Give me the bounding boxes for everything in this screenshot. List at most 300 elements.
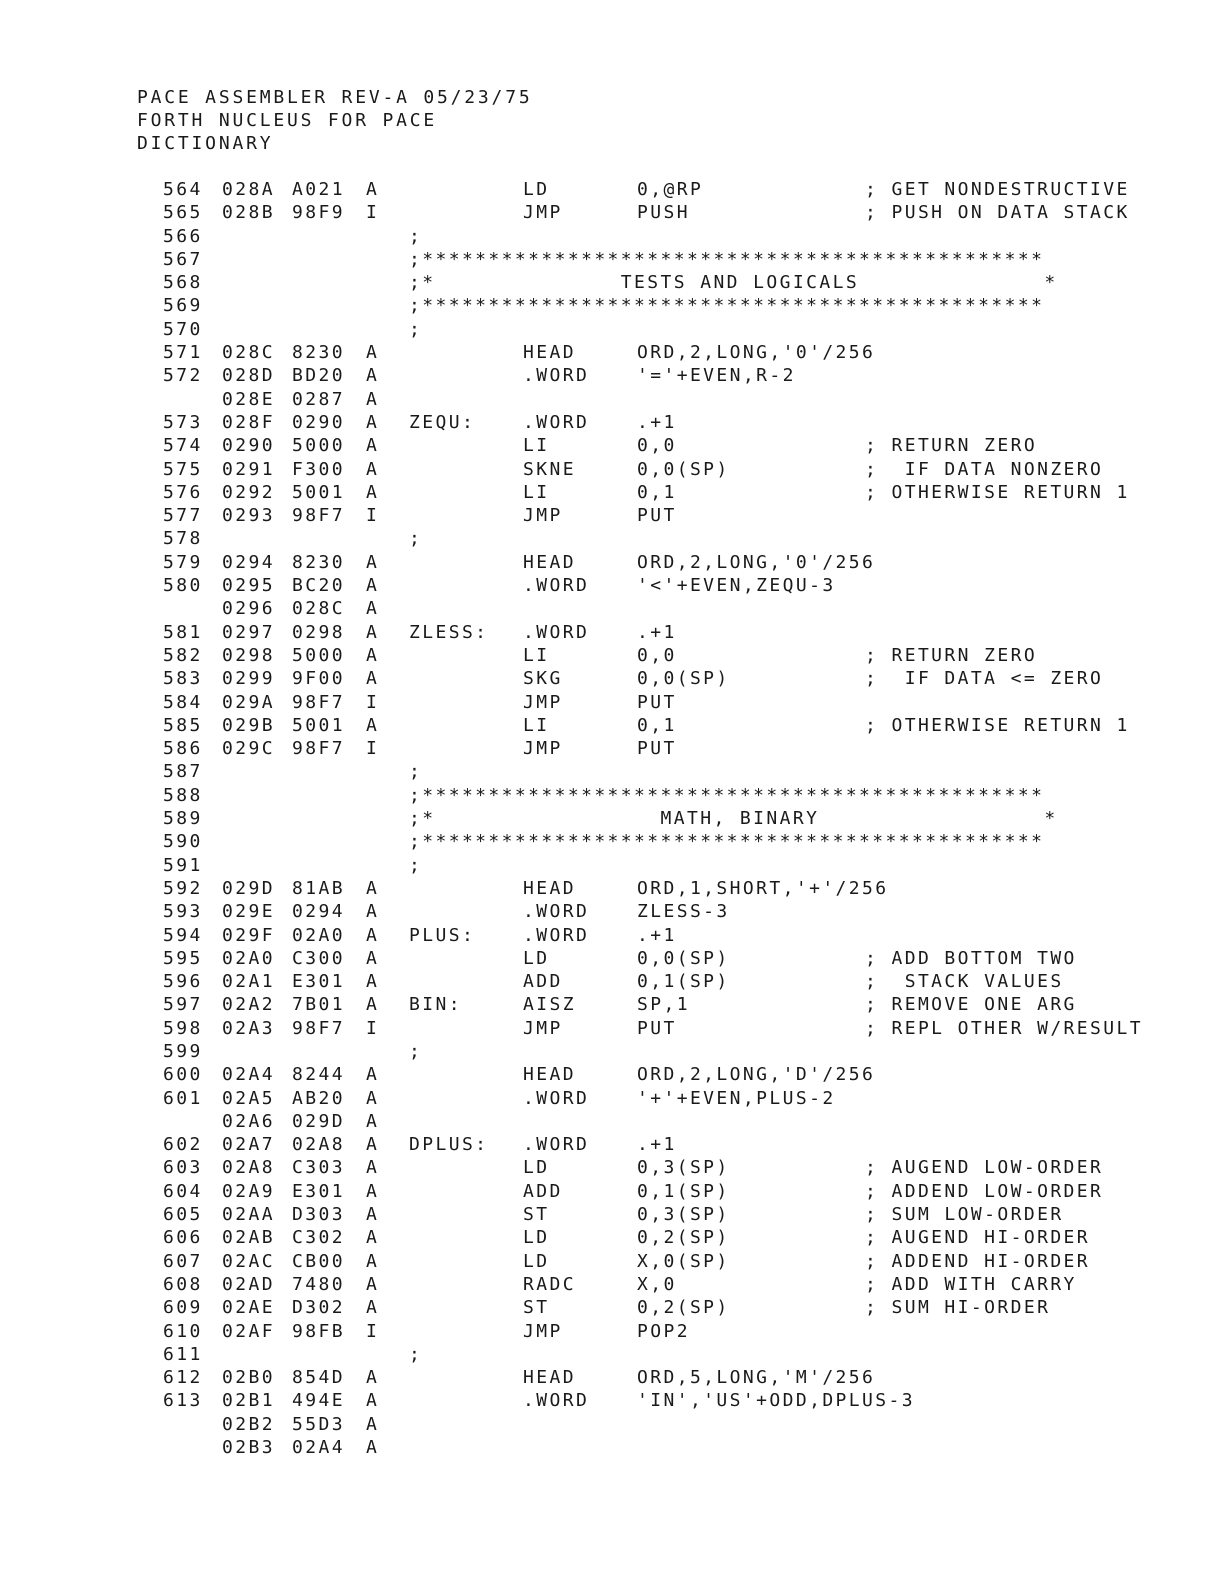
operand: ZLESS-3 <box>637 901 730 923</box>
object-code: CB00 <box>292 1250 345 1272</box>
line-number: 605 <box>163 1204 203 1226</box>
object-code: C303 <box>292 1157 345 1179</box>
operand: .+1 <box>637 411 677 433</box>
line-number: 589 <box>163 808 203 830</box>
operand: PUT <box>637 738 677 760</box>
address: 0299 <box>222 668 275 690</box>
line-number: 566 <box>163 225 203 247</box>
listing-row <box>0 1296 1224 1319</box>
opcode: LD <box>523 1227 550 1249</box>
operand: 0,0(SP) <box>637 668 730 690</box>
comment: ; AUGEND LOW-ORDER <box>865 1157 1104 1179</box>
operand: 0,1(SP) <box>637 1180 730 1202</box>
comment-block: ; <box>409 1040 423 1062</box>
listing-row <box>0 1250 1224 1273</box>
comment-block: ;*********************************************** <box>409 831 1045 853</box>
reloc-flag: A <box>366 1273 380 1295</box>
operand: ORD,1,SHORT,'+'/256 <box>637 877 889 899</box>
opcode: LI <box>523 714 550 736</box>
comment-block: ; <box>409 225 423 247</box>
listing-row <box>0 644 1224 667</box>
object-code: 98F7 <box>292 1017 345 1039</box>
line-number: 590 <box>163 831 203 853</box>
listing-row <box>0 225 1224 248</box>
reloc-flag: A <box>366 365 380 387</box>
line-number: 570 <box>163 318 203 340</box>
listing-row <box>0 1203 1224 1226</box>
line-number: 575 <box>163 458 203 480</box>
opcode: .WORD <box>523 575 590 597</box>
comment-block: ; <box>409 854 423 876</box>
reloc-flag: I <box>366 202 380 224</box>
line-number: 572 <box>163 365 203 387</box>
reloc-flag: A <box>366 1204 380 1226</box>
object-code: E301 <box>292 971 345 993</box>
operand: 0,0(SP) <box>637 947 730 969</box>
listing-row <box>0 784 1224 807</box>
listing-row <box>0 597 1224 620</box>
listing-row <box>0 364 1224 387</box>
object-code: 5001 <box>292 714 345 736</box>
reloc-flag: A <box>366 342 380 364</box>
object-code: F300 <box>292 458 345 480</box>
line-number: 609 <box>163 1297 203 1319</box>
reloc-flag: A <box>366 1227 380 1249</box>
listing-row <box>0 691 1224 714</box>
opcode: .WORD <box>523 1087 590 1109</box>
address: 0298 <box>222 644 275 666</box>
address: 02B1 <box>222 1390 275 1412</box>
operand: 0,2(SP) <box>637 1227 730 1249</box>
listing-row <box>0 1087 1224 1110</box>
opcode: RADC <box>523 1273 576 1295</box>
object-code: 81AB <box>292 877 345 899</box>
object-code: BC20 <box>292 575 345 597</box>
comment: ; ADDEND HI-ORDER <box>865 1250 1091 1272</box>
line-number: 574 <box>163 435 203 457</box>
reloc-flag: A <box>366 575 380 597</box>
address: 028F <box>222 411 275 433</box>
reloc-flag: A <box>366 1437 380 1459</box>
object-code: BD20 <box>292 365 345 387</box>
opcode: ADD <box>523 971 563 993</box>
object-code: AB20 <box>292 1087 345 1109</box>
listing-row <box>0 527 1224 550</box>
listing-row <box>0 481 1224 504</box>
object-code: D303 <box>292 1204 345 1226</box>
listing-row <box>0 1320 1224 1343</box>
opcode: .WORD <box>523 901 590 923</box>
reloc-flag: I <box>366 505 380 527</box>
line-number: 577 <box>163 505 203 527</box>
opcode: ST <box>523 1204 550 1226</box>
reloc-flag: A <box>366 388 380 410</box>
line-number: 568 <box>163 272 203 294</box>
operand: ORD,5,LONG,'M'/256 <box>637 1367 876 1389</box>
line-number: 599 <box>163 1040 203 1062</box>
object-code: 8230 <box>292 342 345 364</box>
operand: POP2 <box>637 1320 690 1342</box>
address: 02B0 <box>222 1367 275 1389</box>
object-code: 8230 <box>292 551 345 573</box>
reloc-flag: A <box>366 714 380 736</box>
listing-row <box>0 458 1224 481</box>
address: 02AB <box>222 1227 275 1249</box>
opcode: .WORD <box>523 1134 590 1156</box>
line-number: 596 <box>163 971 203 993</box>
listing-row <box>0 1040 1224 1063</box>
opcode: JMP <box>523 691 563 713</box>
object-code: 55D3 <box>292 1413 345 1435</box>
comment: ; RETURN ZERO <box>865 644 1038 666</box>
object-code: 7B01 <box>292 994 345 1016</box>
opcode: HEAD <box>523 342 576 364</box>
address: 02AF <box>222 1320 275 1342</box>
listing-row <box>0 900 1224 923</box>
listing-row <box>0 574 1224 597</box>
address: 02A6 <box>222 1110 275 1132</box>
address: 0296 <box>222 598 275 620</box>
listing-row <box>0 1110 1224 1133</box>
address: 02A1 <box>222 971 275 993</box>
line-number: 592 <box>163 877 203 899</box>
line-number: 571 <box>163 342 203 364</box>
opcode: .WORD <box>523 621 590 643</box>
source-label: BIN: <box>409 994 462 1016</box>
listing-row <box>0 411 1224 434</box>
operand: PUSH <box>637 202 690 224</box>
reloc-flag: A <box>366 1134 380 1156</box>
line-number: 587 <box>163 761 203 783</box>
listing-row <box>0 1063 1224 1086</box>
reloc-flag: A <box>366 947 380 969</box>
reloc-flag: A <box>366 901 380 923</box>
line-number: 598 <box>163 1017 203 1039</box>
address: 02AE <box>222 1297 275 1319</box>
reloc-flag: A <box>366 481 380 503</box>
listing-row <box>0 504 1224 527</box>
address: 0294 <box>222 551 275 573</box>
listing-row <box>0 1343 1224 1366</box>
address: 028A <box>222 179 275 200</box>
comment: ; OTHERWISE RETURN 1 <box>865 714 1130 736</box>
reloc-flag: A <box>366 971 380 993</box>
operand: '+'+EVEN,PLUS-2 <box>637 1087 836 1109</box>
listing-row <box>0 1273 1224 1296</box>
opcode: HEAD <box>523 1367 576 1389</box>
comment-block: ;* MATH, BINARY * <box>409 808 1058 830</box>
line-number: 612 <box>163 1367 203 1389</box>
line-number: 567 <box>163 248 203 270</box>
comment-block: ; <box>409 761 423 783</box>
object-code: 0287 <box>292 388 345 410</box>
reloc-flag: A <box>366 1390 380 1412</box>
listing-row <box>0 1226 1224 1249</box>
reloc-flag: A <box>366 668 380 690</box>
line-number: 565 <box>163 202 203 224</box>
object-code: 98F7 <box>292 505 345 527</box>
object-code: 0298 <box>292 621 345 643</box>
object-code: 7480 <box>292 1273 345 1295</box>
comment-block: ;*********************************************** <box>409 784 1045 806</box>
operand: X,0 <box>637 1273 677 1295</box>
operand: .+1 <box>637 621 677 643</box>
comment-block: ; <box>409 318 423 340</box>
object-code: 98FB <box>292 1320 345 1342</box>
object-code: C302 <box>292 1227 345 1249</box>
operand: PUT <box>637 505 677 527</box>
comment: ; RETURN ZERO <box>865 435 1038 457</box>
line-number: 613 <box>163 1390 203 1412</box>
comment: ; ADDEND LOW-ORDER <box>865 1180 1104 1202</box>
source-label: ZEQU: <box>409 411 476 433</box>
line-number: 601 <box>163 1087 203 1109</box>
object-code: 854D <box>292 1367 345 1389</box>
listing-row <box>0 248 1224 271</box>
listing-row <box>0 434 1224 457</box>
opcode: LI <box>523 481 550 503</box>
reloc-flag: I <box>366 1017 380 1039</box>
line-number: 607 <box>163 1250 203 1272</box>
listing-row <box>0 271 1224 294</box>
address: 02A3 <box>222 1017 275 1039</box>
address: 02AC <box>222 1250 275 1272</box>
operand: 0,3(SP) <box>637 1157 730 1179</box>
object-code: 028C <box>292 598 345 620</box>
comment: ; IF DATA <= ZERO <box>865 668 1104 690</box>
line-number: 595 <box>163 947 203 969</box>
object-code: 0290 <box>292 411 345 433</box>
line-number: 594 <box>163 924 203 946</box>
listing-row <box>0 178 1224 201</box>
operand: '='+EVEN,R-2 <box>637 365 796 387</box>
line-number: 586 <box>163 738 203 760</box>
source-label: PLUS: <box>409 924 476 946</box>
opcode: JMP <box>523 738 563 760</box>
object-code: 8244 <box>292 1064 345 1086</box>
operand: 0,1 <box>637 481 677 503</box>
line-number: 611 <box>163 1343 203 1365</box>
address: 0291 <box>222 458 275 480</box>
address: 02B3 <box>222 1437 275 1459</box>
comment: ; ADD WITH CARRY <box>865 1273 1077 1295</box>
address: 02A7 <box>222 1134 275 1156</box>
operand: 0,0 <box>637 644 677 666</box>
operand: 0,1(SP) <box>637 971 730 993</box>
listing-row <box>0 714 1224 737</box>
operand: 0,0 <box>637 435 677 457</box>
listing-row <box>0 1413 1224 1436</box>
comment-block: ;*********************************************** <box>409 248 1045 270</box>
line-number: 600 <box>163 1064 203 1086</box>
section-title: DICTIONARY <box>137 133 274 154</box>
object-code: 494E <box>292 1390 345 1412</box>
reloc-flag: A <box>366 1367 380 1389</box>
line-number: 569 <box>163 295 203 317</box>
address: 028D <box>222 365 275 387</box>
opcode: ST <box>523 1297 550 1319</box>
address: 0290 <box>222 435 275 457</box>
address: 028B <box>222 202 275 224</box>
comment: ; AUGEND HI-ORDER <box>865 1227 1091 1249</box>
reloc-flag: A <box>366 621 380 643</box>
opcode: JMP <box>523 1320 563 1342</box>
comment: ; REMOVE ONE ARG <box>865 994 1077 1016</box>
object-code: A021 <box>292 179 345 200</box>
line-number: 597 <box>163 994 203 1016</box>
comment: ; ADD BOTTOM TWO <box>865 947 1077 969</box>
opcode: LI <box>523 435 550 457</box>
reloc-flag: A <box>366 1413 380 1435</box>
address: 029B <box>222 714 275 736</box>
comment-block: ; <box>409 1343 423 1365</box>
listing-row <box>0 1017 1224 1040</box>
address: 02AA <box>222 1204 275 1226</box>
operand: X,0(SP) <box>637 1250 730 1272</box>
operand: 0,@RP <box>637 179 704 200</box>
operand: ORD,2,LONG,'0'/256 <box>637 551 876 573</box>
listing-row <box>0 854 1224 877</box>
opcode: SKNE <box>523 458 576 480</box>
reloc-flag: A <box>366 551 380 573</box>
operand: PUT <box>637 1017 677 1039</box>
reloc-flag: A <box>366 1297 380 1319</box>
comment: ; OTHERWISE RETURN 1 <box>865 481 1130 503</box>
listing-row <box>0 341 1224 364</box>
reloc-flag: A <box>366 1087 380 1109</box>
listing-row <box>0 1366 1224 1389</box>
listing-row <box>0 924 1224 947</box>
object-code: 98F7 <box>292 738 345 760</box>
listing-row <box>0 970 1224 993</box>
reloc-flag: A <box>366 644 380 666</box>
operand: ORD,2,LONG,'D'/256 <box>637 1064 876 1086</box>
operand: ORD,2,LONG,'0'/256 <box>637 342 876 364</box>
listing-row <box>0 318 1224 341</box>
reloc-flag: A <box>366 179 380 200</box>
program-title: FORTH NUCLEUS FOR PACE <box>137 110 438 131</box>
reloc-flag: A <box>366 994 380 1016</box>
line-number: 591 <box>163 854 203 876</box>
address: 0297 <box>222 621 275 643</box>
address: 02A2 <box>222 994 275 1016</box>
reloc-flag: A <box>366 1250 380 1272</box>
object-code: 02A0 <box>292 924 345 946</box>
listing-row <box>0 993 1224 1016</box>
opcode: HEAD <box>523 1064 576 1086</box>
reloc-flag: A <box>366 1110 380 1132</box>
line-number: 603 <box>163 1157 203 1179</box>
page-header <box>137 86 532 155</box>
reloc-flag: A <box>366 924 380 946</box>
line-number: 602 <box>163 1134 203 1156</box>
opcode: ADD <box>523 1180 563 1202</box>
line-number: 576 <box>163 481 203 503</box>
address: 02A9 <box>222 1180 275 1202</box>
object-code: 5000 <box>292 435 345 457</box>
listing-row <box>0 667 1224 690</box>
address: 029C <box>222 738 275 760</box>
object-code: D302 <box>292 1297 345 1319</box>
object-code: 98F9 <box>292 202 345 224</box>
address: 0293 <box>222 505 275 527</box>
listing-row <box>0 807 1224 830</box>
line-number: 610 <box>163 1320 203 1342</box>
listing-row <box>0 621 1224 644</box>
address: 028C <box>222 342 275 364</box>
object-code: 9F00 <box>292 668 345 690</box>
line-number: 588 <box>163 784 203 806</box>
object-code: 02A4 <box>292 1437 345 1459</box>
comment: ; REPL OTHER W/RESULT <box>865 1017 1143 1039</box>
operand: 'IN','US'+ODD,DPLUS-3 <box>637 1390 915 1412</box>
reloc-flag: I <box>366 1320 380 1342</box>
listing-row <box>0 1436 1224 1459</box>
listing-row <box>0 551 1224 574</box>
object-code: 029D <box>292 1110 345 1132</box>
reloc-flag: A <box>366 1180 380 1202</box>
object-code: 98F7 <box>292 691 345 713</box>
opcode: HEAD <box>523 551 576 573</box>
operand: PUT <box>637 691 677 713</box>
reloc-flag: I <box>366 738 380 760</box>
source-label: ZLESS: <box>409 621 489 643</box>
comment: ; SUM HI-ORDER <box>865 1297 1051 1319</box>
reloc-flag: A <box>366 458 380 480</box>
line-number: 608 <box>163 1273 203 1295</box>
comment: ; SUM LOW-ORDER <box>865 1204 1064 1226</box>
listing-row <box>0 388 1224 411</box>
object-code: C300 <box>292 947 345 969</box>
address: 02AD <box>222 1273 275 1295</box>
line-number: 579 <box>163 551 203 573</box>
operand: .+1 <box>637 1134 677 1156</box>
address: 02A5 <box>222 1087 275 1109</box>
listing-row <box>0 294 1224 317</box>
line-number: 585 <box>163 714 203 736</box>
opcode: AISZ <box>523 994 576 1016</box>
reloc-flag: A <box>366 1064 380 1086</box>
object-code: 5000 <box>292 644 345 666</box>
line-number: 604 <box>163 1180 203 1202</box>
opcode: JMP <box>523 202 563 224</box>
assembly-listing <box>0 178 1224 1459</box>
reloc-flag: I <box>366 691 380 713</box>
comment-block: ; <box>409 528 423 550</box>
opcode: SKG <box>523 668 563 690</box>
line-number: 593 <box>163 901 203 923</box>
opcode: .WORD <box>523 411 590 433</box>
operand: .+1 <box>637 924 677 946</box>
object-code: 02A8 <box>292 1134 345 1156</box>
opcode: .WORD <box>523 924 590 946</box>
comment: ; STACK VALUES <box>865 971 1064 993</box>
listing-row <box>0 760 1224 783</box>
listing-row <box>0 1133 1224 1156</box>
line-number: 582 <box>163 644 203 666</box>
opcode: .WORD <box>523 365 590 387</box>
reloc-flag: A <box>366 435 380 457</box>
listing-row <box>0 877 1224 900</box>
assembler-title: PACE ASSEMBLER REV-A 05/23/75 <box>137 87 533 108</box>
operand: 0,3(SP) <box>637 1204 730 1226</box>
operand: SP,1 <box>637 994 690 1016</box>
object-code: 0294 <box>292 901 345 923</box>
line-number: 573 <box>163 411 203 433</box>
line-number: 578 <box>163 528 203 550</box>
opcode: .WORD <box>523 1390 590 1412</box>
listing-row <box>0 201 1224 224</box>
